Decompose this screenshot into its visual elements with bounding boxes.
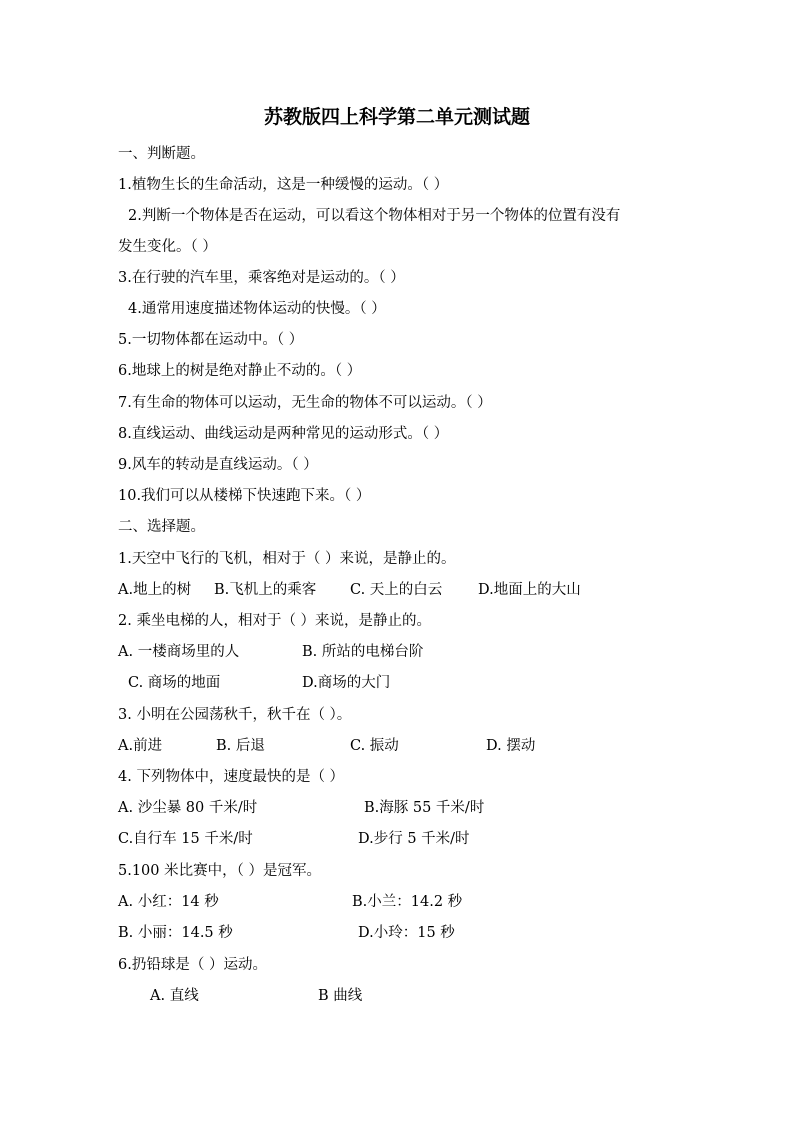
document-title: 苏教版四上科学第二单元测试题 — [263, 106, 530, 128]
choice-question-4-option-c: C.自行车 15 千米/时 — [118, 831, 253, 847]
judge-question-5: 5.一切物体都在运动中。（ ） — [118, 332, 304, 348]
choice-question-4-option-b: B.海豚 55 千米/时 — [364, 800, 485, 816]
judge-question-7: 7.有生命的物体可以运动，无生命的物体不可以运动。（ ） — [118, 395, 492, 411]
choice-question-1-option-b: B.飞机上的乘客 — [214, 582, 317, 598]
judge-question-9: 9.风车的转动是直线运动。（ ） — [118, 457, 318, 473]
choice-question-5-option-d: D.小玲：15 秒 — [358, 925, 455, 941]
choice-question-1-option-d: D.地面上的大山 — [478, 582, 581, 598]
choice-question-6-option-a: A. 直线 — [150, 988, 199, 1004]
judge-question-3: 3.在行驶的汽车里，乘客绝对是运动的。（ ） — [118, 270, 405, 286]
choice-question-2-option-d: D.商场的大门 — [302, 675, 391, 691]
choice-question-3-option-a: A.前进 — [118, 738, 163, 754]
choice-question-4-option-d: D.步行 5 千米/时 — [358, 831, 470, 847]
choice-question-2-stem: 2. 乘坐电梯的人，相对于（ ）来说，是静止的。 — [118, 613, 432, 629]
choice-question-3-option-d: D. 摆动 — [486, 738, 536, 754]
section1-heading: 一、判断题。 — [118, 146, 205, 162]
choice-question-6-stem: 6.扔铅球是（ ）运动。 — [118, 957, 267, 973]
judge-question-1: 1.植物生长的生命活动，这是一种缓慢的运动。（ ） — [118, 177, 449, 193]
choice-question-5-option-c: B. 小丽：14.5 秒 — [118, 925, 233, 941]
choice-question-4-stem: 4. 下列物体中，速度最快的是（ ） — [118, 769, 345, 785]
choice-question-5-option-a: A. 小红：14 秒 — [118, 894, 219, 910]
choice-question-5-option-b: B.小兰：14.2 秒 — [352, 894, 463, 910]
judge-question-6: 6.地球上的树是绝对静止不动的。（ ） — [118, 363, 362, 379]
section2-heading: 二、选择题。 — [118, 519, 205, 535]
choice-question-1-option-a: A.地上的树 — [118, 582, 192, 598]
choice-question-2-option-a: A. 一楼商场里的人 — [118, 644, 240, 660]
choice-question-3-option-c: C. 振动 — [350, 738, 399, 754]
judge-question-8: 8.直线运动、曲线运动是两种常见的运动形式。（ ） — [118, 426, 449, 442]
choice-question-3-option-b: B. 后退 — [216, 738, 265, 754]
choice-question-1-option-c: C. 天上的白云 — [350, 582, 443, 598]
choice-question-4-option-a: A. 沙尘暴 80 千米/时 — [118, 800, 258, 816]
judge-question-4: 4.通常用速度描述物体运动的快慢。（ ） — [128, 301, 386, 317]
choice-question-1-stem: 1.天空中飞行的飞机，相对于（ ）来说，是静止的。 — [118, 551, 456, 567]
choice-question-2-option-b: B. 所站的电梯台阶 — [302, 644, 424, 660]
judge-question-10: 10.我们可以从楼梯下快速跑下来。（ ） — [118, 488, 371, 504]
choice-question-5-stem: 5.100 米比赛中，（ ）是冠军。 — [118, 863, 321, 879]
choice-question-3-stem: 3. 小明在公园荡秋千，秋千在（ ）。 — [118, 707, 352, 723]
choice-question-6-option-b: B 曲线 — [318, 988, 363, 1004]
judge-question-2-line1: 2.判断一个物体是否在运动，可以看这个物体相对于另一个物体的位置有没有 — [128, 208, 621, 224]
choice-question-2-option-c: C. 商场的地面 — [128, 675, 221, 691]
judge-question-2-line2: 发生变化。（ ） — [118, 239, 217, 255]
